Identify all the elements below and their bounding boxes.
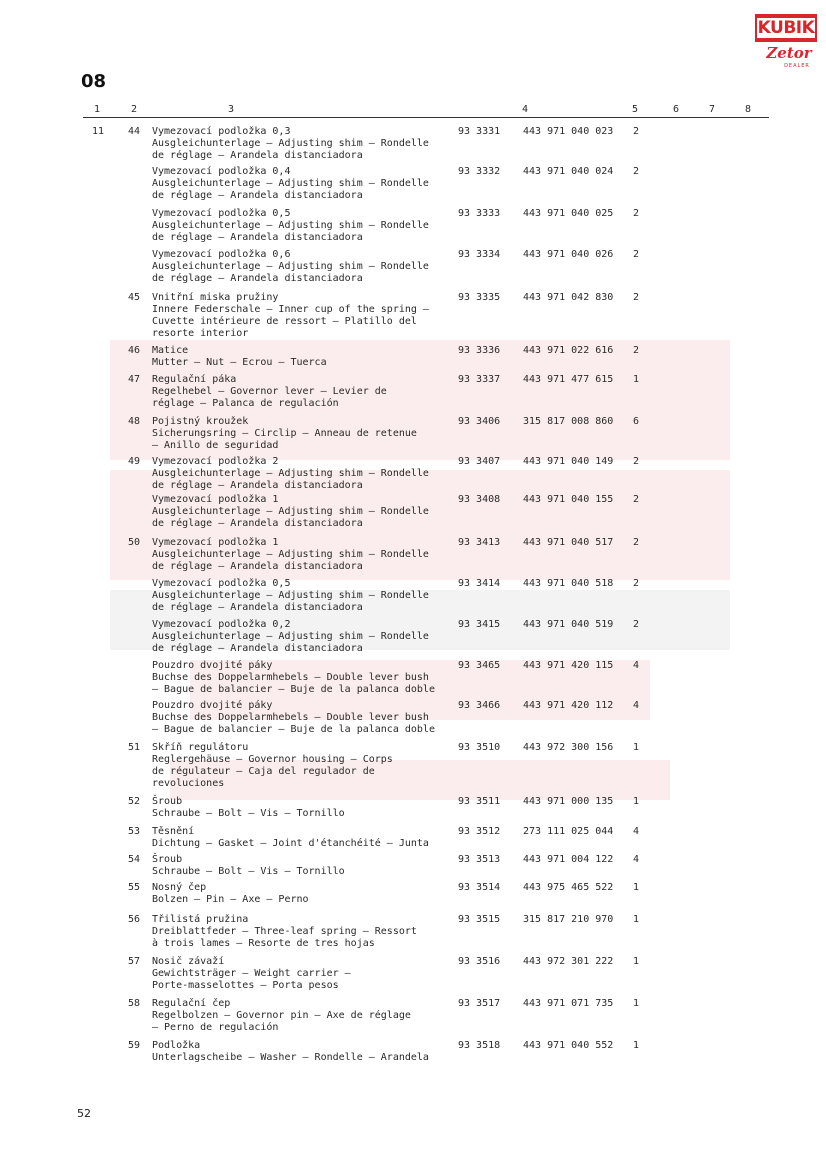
description-line: de réglage — Arandela distanciadora (152, 518, 363, 529)
page-number: 52 (77, 1107, 91, 1120)
quantity: 1 (633, 998, 640, 1009)
part-number: 443 971 040 519 (523, 619, 614, 630)
quantity: 1 (633, 742, 640, 753)
catalog-number: 93 3334 (458, 249, 501, 260)
part-description (152, 914, 452, 950)
section-number: 08 (81, 71, 107, 92)
quantity: 1 (633, 796, 640, 807)
catalog-number: 93 3512 (458, 826, 501, 837)
description-line: Šroub (152, 796, 183, 807)
zetor-logo-text: Zetor (766, 44, 812, 62)
part-description (152, 208, 452, 244)
description-line: Těsnění (152, 826, 195, 837)
description-line: Schraube — Bolt — Vis — Tornillo (152, 808, 345, 819)
kubik-logo-text: KUBIK (755, 14, 817, 42)
part-number: 443 971 477 615 (523, 374, 614, 385)
part-number: 443 971 040 517 (523, 537, 614, 548)
catalog-number: 93 3331 (458, 126, 501, 137)
part-description (152, 700, 452, 736)
part-number: 315 817 210 970 (523, 914, 614, 925)
part-description (152, 126, 452, 162)
item-number: 59 (128, 1040, 141, 1051)
description-line: Regulační čep (152, 998, 231, 1009)
description-line: Cuvette intérieure de ressort — Platillo del (152, 316, 417, 327)
part-description (152, 619, 452, 655)
quantity: 2 (633, 494, 640, 505)
description-line: Pouzdro dvojité páky (152, 700, 273, 711)
item-number: 51 (128, 742, 141, 753)
description-line: Schraube — Bolt — Vis — Tornillo (152, 866, 345, 877)
catalog-number: 93 3337 (458, 374, 501, 385)
description-line: Porte-masselottes — Porta pesos (152, 980, 339, 991)
catalog-number: 93 3408 (458, 494, 501, 505)
part-number: 443 975 465 522 (523, 882, 614, 893)
description-line: Vymezovací podložka 0,4 (152, 166, 291, 177)
catalog-number: 93 3465 (458, 660, 501, 671)
description-line: Gewichtsträger — Weight carrier — (152, 968, 351, 979)
quantity: 6 (633, 416, 640, 427)
description-line: Nosič závaží (152, 956, 225, 967)
part-description (152, 796, 452, 820)
description-line: Unterlagscheibe — Washer — Rondelle — Arandela (152, 1052, 429, 1063)
description-line: revoluciones (152, 778, 225, 789)
part-description (152, 1040, 452, 1064)
description-line: Mutter — Nut — Ecrou — Tuerca (152, 357, 327, 368)
part-number: 443 971 022 616 (523, 345, 614, 356)
description-line: Skříň regulátoru (152, 742, 249, 753)
part-description (152, 374, 452, 410)
quantity: 1 (633, 914, 640, 925)
part-description (152, 537, 452, 573)
quantity: 1 (633, 1040, 640, 1051)
description-line: de réglage — Arandela distanciadora (152, 602, 363, 613)
description-line: Matice (152, 345, 189, 356)
description-line: Regelbolzen — Governor pin — Axe de réglage (152, 1010, 411, 1021)
description-line: Bolzen — Pin — Axe — Perno (152, 894, 309, 905)
part-number: 443 971 040 023 (523, 126, 614, 137)
quantity: 4 (633, 854, 640, 865)
item-number: 48 (128, 416, 141, 427)
catalog-number: 93 3413 (458, 537, 501, 548)
description-line: Regelhebel — Governor lever — Levier de (152, 386, 387, 397)
description-line: — Perno de regulación (152, 1022, 279, 1033)
description-line: Ausgleichunterlage — Adjusting shim — Rondelle (152, 220, 429, 231)
catalog-number: 93 3518 (458, 1040, 501, 1051)
part-description (152, 249, 452, 285)
description-line: Ausgleichunterlage — Adjusting shim — Rondelle (152, 549, 429, 560)
description-line: Pouzdro dvojité páky (152, 660, 273, 671)
description-line: de réglage — Arandela distanciadora (152, 643, 363, 654)
description-line: de réglage — Arandela distanciadora (152, 480, 363, 491)
description-line: de réglage — Arandela distanciadora (152, 150, 363, 161)
column-headers (0, 104, 826, 118)
quantity: 2 (633, 578, 640, 589)
part-number: 315 817 008 860 (523, 416, 614, 427)
dealer-logo-text: DEALER (784, 63, 810, 69)
kubik-zetor-logo (755, 14, 817, 74)
description-line: Vymezovací podložka 0,2 (152, 619, 291, 630)
description-line: Podložka (152, 1040, 201, 1051)
description-line: — Anillo de seguridad (152, 440, 279, 451)
quantity: 1 (633, 956, 640, 967)
column-header-4: 4 (522, 104, 529, 115)
description-line: — Bague de balancier — Buje de la palanca doble (152, 684, 435, 695)
quantity: 2 (633, 208, 640, 219)
quantity: 2 (633, 249, 640, 260)
column-header-1: 1 (94, 104, 101, 115)
catalog-number: 93 3513 (458, 854, 501, 865)
part-description (152, 416, 452, 452)
description-line: Vymezovací podložka 0,5 (152, 208, 291, 219)
column-header-8: 8 (745, 104, 752, 115)
description-line: Vymezovací podložka 0,5 (152, 578, 291, 589)
description-line: Pojistný kroužek (152, 416, 249, 427)
description-line: Ausgleichunterlage — Adjusting shim — Rondelle (152, 178, 429, 189)
part-description (152, 742, 452, 790)
description-line: Vymezovací podložka 2 (152, 456, 279, 467)
part-number: 443 971 040 026 (523, 249, 614, 260)
description-line: réglage — Palanca de regulación (152, 398, 339, 409)
catalog-number: 93 3516 (458, 956, 501, 967)
description-line: Vymezovací podložka 0,3 (152, 126, 291, 137)
description-line: de réglage — Arandela distanciadora (152, 232, 363, 243)
part-number: 443 971 004 122 (523, 854, 614, 865)
part-number: 443 971 000 135 (523, 796, 614, 807)
description-line: de régulateur — Caja del regulador de (152, 766, 375, 777)
part-number: 443 972 301 222 (523, 956, 614, 967)
part-description (152, 456, 452, 492)
part-number: 443 971 042 830 (523, 292, 614, 303)
quantity: 2 (633, 166, 640, 177)
catalog-number: 93 3407 (458, 456, 501, 467)
column-header-7: 7 (709, 104, 716, 115)
column-header-2: 2 (131, 104, 138, 115)
description-line: Dreiblattfeder — Three-leaf spring — Ressort (152, 926, 417, 937)
part-description (152, 854, 452, 878)
description-line: de réglage — Arandela distanciadora (152, 190, 363, 201)
part-description (152, 826, 452, 850)
description-line: Třilistá pružina (152, 914, 249, 925)
item-number: 53 (128, 826, 141, 837)
part-number: 443 971 420 115 (523, 660, 614, 671)
item-number: 52 (128, 796, 141, 807)
part-description (152, 998, 452, 1034)
description-line: Šroub (152, 854, 183, 865)
description-line: Vnitřní miska pružiny (152, 292, 279, 303)
description-line: Reglergehäuse — Governor housing — Corps (152, 754, 393, 765)
quantity: 4 (633, 826, 640, 837)
part-number: 443 971 040 025 (523, 208, 614, 219)
description-line: Vymezovací podložka 0,6 (152, 249, 291, 260)
catalog-number: 93 3336 (458, 345, 501, 356)
part-number: 443 971 040 024 (523, 166, 614, 177)
description-line: Ausgleichunterlage — Adjusting shim — Rondelle (152, 468, 429, 479)
description-line: de réglage — Arandela distanciadora (152, 561, 363, 572)
column-header-6: 6 (673, 104, 680, 115)
description-line: Ausgleichunterlage — Adjusting shim — Rondelle (152, 590, 429, 601)
header-divider (83, 117, 769, 118)
part-description (152, 292, 452, 340)
quantity: 4 (633, 700, 640, 711)
quantity: 1 (633, 374, 640, 385)
part-number: 273 111 025 044 (523, 826, 614, 837)
quantity: 1 (633, 882, 640, 893)
item-number: 47 (128, 374, 141, 385)
catalog-number: 93 3414 (458, 578, 501, 589)
catalog-number: 93 3511 (458, 796, 501, 807)
item-number: 54 (128, 854, 141, 865)
part-description (152, 882, 452, 906)
description-line: Sicherungsring — Circlip — Anneau de retenue (152, 428, 417, 439)
description-line: Buchse des Doppelarmhebels — Double lever bush (152, 712, 429, 723)
quantity: 2 (633, 126, 640, 137)
item-number: 46 (128, 345, 141, 356)
description-line: Vymezovací podložka 1 (152, 537, 279, 548)
description-line: Buchse des Doppelarmhebels — Double lever bush (152, 672, 429, 683)
part-number: 443 971 040 155 (523, 494, 614, 505)
item-number: 58 (128, 998, 141, 1009)
item-number: 55 (128, 882, 141, 893)
part-number: 443 971 071 735 (523, 998, 614, 1009)
description-line: à trois lames — Resorte de tres hojas (152, 938, 375, 949)
description-line: — Bague de balancier — Buje de la palanca doble (152, 724, 435, 735)
catalog-number: 93 3406 (458, 416, 501, 427)
description-line: Ausgleichunterlage — Adjusting shim — Rondelle (152, 261, 429, 272)
description-line: Dichtung — Gasket — Joint d'étanchéité — Junta (152, 838, 429, 849)
item-number: 50 (128, 537, 141, 548)
item-number: 45 (128, 292, 141, 303)
item-number: 44 (128, 126, 141, 137)
part-description (152, 660, 452, 696)
column-header-5: 5 (632, 104, 639, 115)
description-line: Ausgleichunterlage — Adjusting shim — Rondelle (152, 138, 429, 149)
catalog-number: 93 3332 (458, 166, 501, 177)
quantity: 4 (633, 660, 640, 671)
part-number: 443 971 040 518 (523, 578, 614, 589)
item-number: 57 (128, 956, 141, 967)
catalog-number: 93 3415 (458, 619, 501, 630)
description-line: resorte interior (152, 328, 249, 339)
catalog-number: 93 3515 (458, 914, 501, 925)
quantity: 2 (633, 292, 640, 303)
quantity: 2 (633, 456, 640, 467)
catalog-number: 93 3466 (458, 700, 501, 711)
part-description (152, 956, 452, 992)
part-number: 443 971 040 552 (523, 1040, 614, 1051)
catalog-number: 93 3510 (458, 742, 501, 753)
catalog-number: 93 3335 (458, 292, 501, 303)
description-line: Ausgleichunterlage — Adjusting shim — Rondelle (152, 631, 429, 642)
catalog-number: 93 3517 (458, 998, 501, 1009)
quantity: 2 (633, 345, 640, 356)
part-number: 443 972 300 156 (523, 742, 614, 753)
catalog-number: 93 3514 (458, 882, 501, 893)
group-number: 11 (92, 126, 105, 137)
part-description (152, 578, 452, 614)
quantity: 2 (633, 619, 640, 630)
item-number: 49 (128, 456, 141, 467)
part-number: 443 971 420 112 (523, 700, 614, 711)
catalog-number: 93 3333 (458, 208, 501, 219)
part-number: 443 971 040 149 (523, 456, 614, 467)
column-header-3: 3 (228, 104, 235, 115)
part-description (152, 345, 452, 369)
description-line: Nosný čep (152, 882, 207, 893)
description-line: de réglage — Arandela distanciadora (152, 273, 363, 284)
quantity: 2 (633, 537, 640, 548)
part-description (152, 166, 452, 202)
item-number: 56 (128, 914, 141, 925)
description-line: Ausgleichunterlage — Adjusting shim — Rondelle (152, 506, 429, 517)
part-description (152, 494, 452, 530)
description-line: Regulační páka (152, 374, 237, 385)
description-line: Vymezovací podložka 1 (152, 494, 279, 505)
description-line: Innere Federschale — Inner cup of the spring — (152, 304, 429, 315)
